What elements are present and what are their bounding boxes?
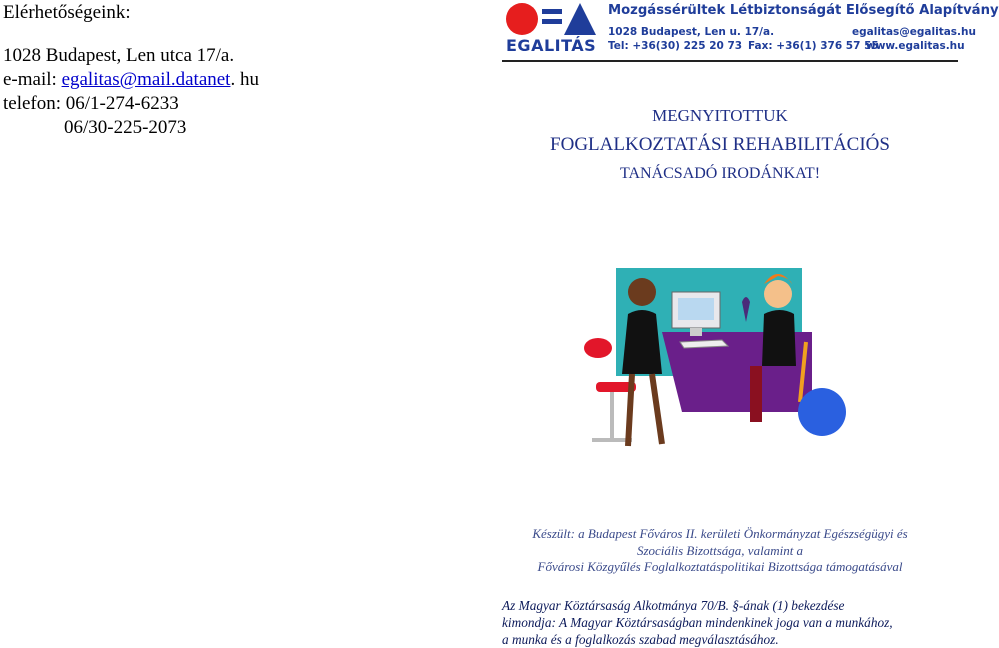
organization-header [502,0,999,62]
contact-panel [0,0,470,648]
heading-line-2: FOGLALKOZTATÁSI REHABILITÁCIÓS [550,134,890,155]
woman-left-legs [628,374,662,446]
woman-left-head [628,278,656,306]
organization-tel: Tel: +36(30) 225 20 73 [608,40,743,52]
heading-line-1: MEGNYITOTTUK [652,106,788,125]
flyer-front [480,0,999,648]
contact-title: Elérhetőségeink: [3,2,131,23]
monitor-stand [690,328,702,336]
organization-address: 1028 Budapest, Len u. 17/a. [608,26,775,38]
logo-wordmark: EGALITÁS [506,36,597,55]
logo-circle-icon [506,3,538,35]
organization-email: egalitas@egalitas.hu [852,26,976,38]
contact-phone-1: telefon: 06/1-274-6233 [3,93,179,114]
contact-email [3,69,259,91]
logo-triangle-icon [564,3,596,35]
organization-fax: Fax: +36(1) 376 57 55 [748,40,879,52]
email-prefix: e-mail: [3,69,62,90]
woman-right-boots [750,366,762,422]
support-line-1: Készült: a Budapest Főváros II. kerületi Önkormányzat Egészségügyi és [532,526,908,541]
keyboard [680,340,728,348]
woman-left-body [622,310,662,374]
email-separator: . [230,69,240,90]
woman-right-head [764,280,792,308]
quote-line-3: a munka és a foglalkozás szabad megválasztásához. [502,632,779,647]
contact-address: 1028 Budapest, Len utca 17/a. [3,45,235,66]
email-domain: hu [239,69,259,90]
quote-line-1: Az Magyar Köztársaság Alkotmánya 70/B. §-ának (1) bekezdése [502,598,845,613]
logo-equals-icon [542,9,562,29]
organization-web: www.egalitas.hu [866,40,965,52]
email-link[interactable]: egalitas@mail.datanet [61,69,231,90]
monitor-screen [678,298,714,320]
woman-right-body [762,310,796,366]
support-line-2: Szociális Bizottsága, valamint a [636,543,804,558]
office-illustration [572,262,862,462]
quote-line-2: kimondja: A Magyar Köztársaságban mindenkinek joga van a munkához, [502,615,893,630]
organization-name: Mozgássérültek Létbiztonságát Elősegítő Alapítvány [608,3,999,18]
support-line-3: Fővárosi Közgyűlés Foglalkoztatáspolitikai Bizottsága támogatásával [537,559,903,574]
chair-right-wheel [798,388,846,436]
heading-line-3: TANÁCSADÓ IRODÁNKAT! [619,165,821,182]
chair-left-back [584,338,612,358]
contact-phone-2: 06/30-225-2073 [64,117,187,138]
